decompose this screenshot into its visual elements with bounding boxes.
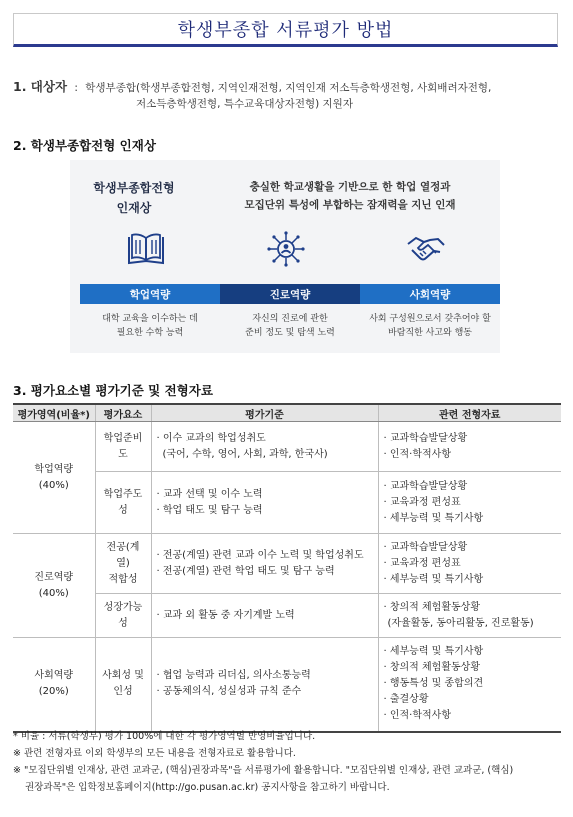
pillar-desc-career-1: 자신의 진로에 관한 [252,314,328,324]
element-cell [95,638,151,732]
network-icon [266,230,306,268]
element-line: 사회성 및 [102,670,144,682]
element-cell: 학업주도성 [95,472,151,534]
materials-cell [378,638,561,732]
criteria-item: · 전공(계열) 관련 교과 이수 노력 및 학업성취도 [156,549,364,561]
criteria-item: · 전공(계열) 관련 학업 태도 및 탐구 능력 [156,565,335,577]
page-title-box [13,13,558,47]
col-header-materials: 관련 전형자료 [378,404,561,422]
section1-text-2: 저소득층학생전형, 특수교육대상자전형) 지원자 [136,98,353,110]
area-ratio: (20%) [38,686,69,698]
pillar-desc-career [230,312,350,340]
table-row [13,534,561,594]
section2-heading: 2. 학생부종합전형 인재상 [13,138,156,153]
section1-text-1: 학생부종합(학생부종합전형, 지역인재전형, 지역인재 저소득층학생전형, 사회배려자전형, [85,82,492,94]
criteria-item: · 교과 외 활동 중 자기계발 노력 [156,609,295,621]
talent-panel [70,160,500,353]
material-item: · 인적·학적사항 [383,448,451,460]
area-name: 사회역량 [34,670,74,682]
criteria-cell [151,422,378,472]
page-title: 학생부종합 서류평가 방법 [177,20,394,41]
material-item: · 세부능력 및 특기사항 [383,573,484,585]
criteria-item: · 학업 태도 및 탐구 능력 [156,504,263,516]
criteria-item: · 이수 교과의 학업성취도 [156,432,266,444]
element-line: 적합성 [108,573,138,585]
pillar-desc-academic [90,312,210,340]
materials-cell [378,422,561,472]
book-icon [126,230,166,268]
materials-cell [378,534,561,594]
pillar-bar-academic: 학업역량 [80,284,220,304]
col-header-element: 평가요소 [95,404,151,422]
pillar-desc-social-1: 사회 구성원으로서 갖추어야 할 [369,314,491,324]
element-cell: 학업준비도 [95,422,151,472]
pillar-desc-academic-2: 필요한 수학 능력 [116,328,184,338]
criteria-cell [151,638,378,732]
section1-line1 [13,77,491,95]
criteria-item: · 교과 선택 및 이수 노력 [156,488,263,500]
criteria-cell [151,594,378,638]
element-line: 인성 [113,686,133,698]
footnote-ratio: * 비율 : 서류(학생부) 평가 100%에 대한 각 평가영역별 반영비율입니다. [13,731,316,742]
area-cell-social [13,638,95,732]
section3-heading: 3. 평가요소별 평가기준 및 전형자료 [13,383,213,398]
section1-colon: : [74,82,78,94]
footnote-materials: ※ 관련 전형자료 이외 학생부의 모든 내용을 전형자료로 활용합니다. [13,748,296,759]
material-item: · 창의적 체험활동상황 [383,662,480,674]
evaluation-table [13,403,561,733]
material-item: · 교과학습발달상황 [383,480,468,492]
criteria-item: · 협업 능력과 리더십, 의사소통능력 [156,670,311,682]
table-row [13,594,561,638]
material-item: · 인적·학적사항 [383,710,451,722]
material-item: · 교육과정 편성표 [383,496,461,508]
footnote-talent-b: 권장과목"은 입학정보홈페이지(http://go.pusan.ac.kr) 공지사항을 참고하기 바랍니다. [25,782,390,793]
material-item: · 교과학습발달상황 [383,432,468,444]
area-name: 진로역량 [34,571,74,583]
criteria-item: (국어, 수학, 영어, 사회, 과학, 한국사) [162,448,328,460]
material-item: · 행동특성 및 종합의견 [383,678,484,690]
area-ratio: (40%) [38,479,69,491]
pillar-bar-social: 사회역량 [360,284,500,304]
table-header-row [13,404,561,422]
section1-heading: 1. 대상자 [13,79,68,94]
footnote-talent-a: ※ "모집단위별 인재상, 관련 교과군, (핵심)권장과목"을 서류평가에 활용합니다. "모집단위별 인재상, 관련 교과군, (핵심) [13,765,514,776]
area-name: 학업역량 [34,463,74,475]
footnotes [13,728,563,796]
material-item: · 출결상황 [383,694,429,706]
element-cell [95,534,151,594]
material-item: (자율활동, 동아리활동, 진로활동) [387,617,534,629]
panel-title-line2: 인재상 [116,201,152,215]
material-item: · 세부능력 및 특기사항 [383,512,484,524]
table-row [13,638,561,732]
material-item: · 교육과정 편성표 [383,557,461,569]
area-ratio: (40%) [38,587,69,599]
area-cell-career [13,534,95,638]
col-header-area: 평가영역(비율*) [13,404,95,422]
materials-cell [378,594,561,638]
table-row [13,472,561,534]
vision-text [200,178,500,214]
criteria-item: · 공동체의식, 성실성과 규칙 준수 [156,686,302,698]
element-cell: 성장가능성 [95,594,151,638]
vision-line1: 충실한 학교생활을 기반으로 한 학업 열정과 [249,181,451,193]
panel-title [84,178,184,218]
handshake-icon [406,230,446,268]
material-item: · 창의적 체험활동상황 [383,601,480,613]
panel-title-line1: 학생부종합전형 [93,181,175,195]
pillar-desc-social-2: 바람직한 사고와 행동 [388,328,472,338]
element-line: 전공(계열) [106,541,140,569]
section1-line2 [136,96,353,111]
pillar-desc-academic-1: 대학 교육을 이수하는 데 [102,314,198,324]
material-item: · 세부능력 및 특기사항 [383,646,484,658]
table-row [13,422,561,472]
criteria-cell [151,472,378,534]
pillar-desc-social [366,312,494,340]
pillar-bar-career: 진로역량 [220,284,360,304]
col-header-criteria: 평가기준 [151,404,378,422]
pillar-desc-career-2: 준비 정도 및 탐색 노력 [245,328,335,338]
area-cell-academic [13,422,95,534]
material-item: · 교과학습발달상황 [383,541,468,553]
criteria-cell [151,534,378,594]
materials-cell [378,472,561,534]
vision-line2: 모집단위 특성에 부합하는 잠재력을 지닌 인재 [244,199,456,211]
